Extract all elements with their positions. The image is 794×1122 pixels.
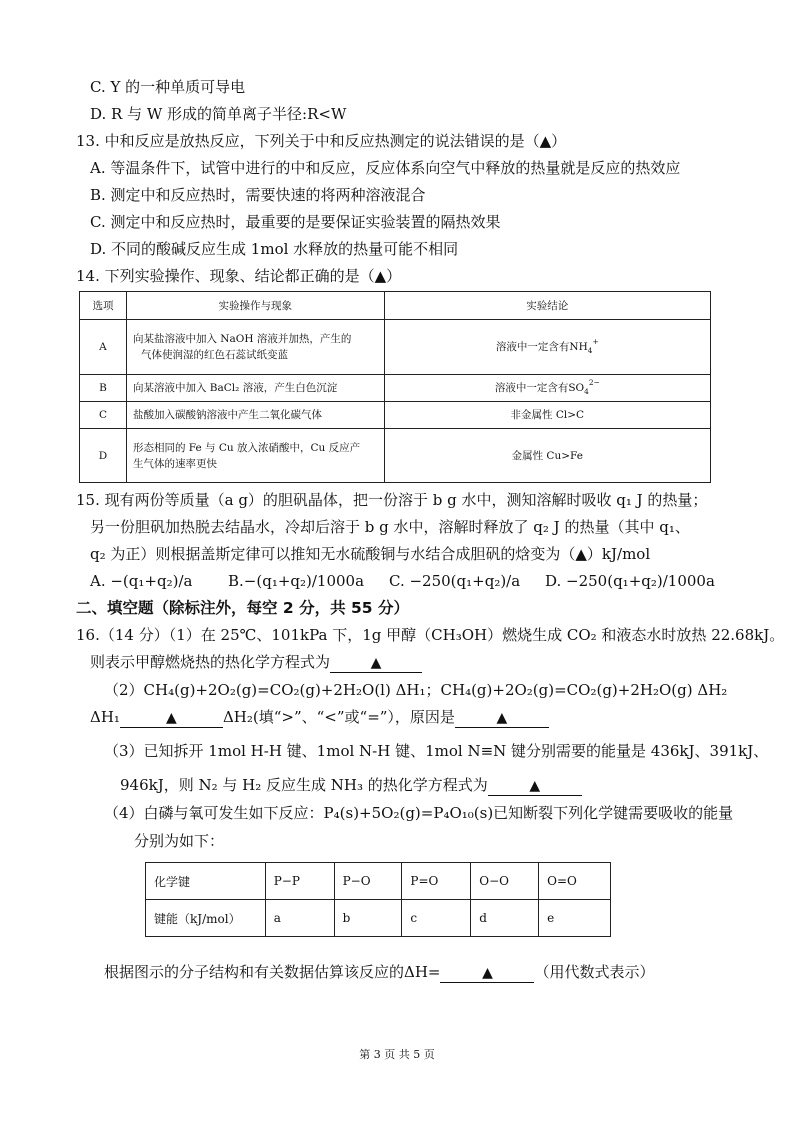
q16-part4-line-1: （4）白磷与氧可发生如下反应：P₄(s)+5O₂(g)=P₄O₁₀(s)已知断裂下列化学键需要吸收的能量 xyxy=(104,804,734,822)
q14-row-conclusion xyxy=(384,375,710,402)
delta-h1: ΔH₁ xyxy=(90,708,120,726)
q14-row-operation-line: 气体使润湿的红色石蕊试纸变蓝 xyxy=(140,349,288,361)
q14-row-operation xyxy=(126,429,384,483)
bond-value-cell: d xyxy=(471,900,539,937)
q13-option-d: D. 不同的酸碱反应生成 1mol 水释放的热量可能不相同 xyxy=(90,240,459,258)
q14-row-operation-line: 形态相同的 Fe 与 Cu 放入浓硝酸中，Cu 反应产 xyxy=(132,441,361,454)
q16-part3-line-1: （3）已知拆开 1mol H-H 键、1mol N-H 键、1mol N≡N 键分别需要的能量是 436kJ、391kJ、 xyxy=(104,742,769,760)
answer-blank[interactable]: ▲ xyxy=(455,709,549,728)
ion-subscript: 4 xyxy=(584,387,589,396)
q15-line-2: 另一份胆矾加热脱去结晶水，冷却后溶于 b g 水中，溶解时释放了 q₂ J 的热量（其中 q₁、 xyxy=(90,518,690,536)
q16-part4-line-2: 分别为如下： xyxy=(134,832,225,850)
ion-formula xyxy=(568,378,600,396)
bond-header-cell: 化学键 xyxy=(146,863,266,900)
table-row xyxy=(146,900,611,937)
ion-symbol: NH xyxy=(569,341,588,353)
q14-header-option: 选项 xyxy=(80,292,127,320)
table-row xyxy=(80,429,711,483)
bond-value-cell: c xyxy=(402,900,471,937)
q15-line-1: 15. 现有两份等质量（a g）的胆矾晶体，把一份溶于 b g 水中，测知溶解时吸收 q₁ J 的热量； xyxy=(76,491,708,509)
answer-blank[interactable]: ▲ xyxy=(330,654,422,673)
q13-option-b: B. 测定中和反应热时，需要快速的将两种溶液混合 xyxy=(90,186,426,204)
q16-part1-line-1: 16.（14 分）（1）在 25℃、101kPa 下，1g 甲醇（CH₃OH）燃烧生成 CO₂ 和液态水时放热 22.68kJ。 xyxy=(76,626,785,644)
bond-value-cell: 键能（kJ/mol） xyxy=(146,900,266,937)
q16-part3-text: 946kJ，则 N₂ 与 H₂ 反应生成 NH₃ 的热化学方程式为 xyxy=(120,776,488,794)
q14-row-option: B xyxy=(80,375,127,402)
ion-symbol: SO xyxy=(568,382,585,394)
q16-part2-text: ΔH₂(填“>”、“<”或“=”），原因是 xyxy=(222,708,455,726)
table-row xyxy=(80,375,711,402)
bond-header-cell: O=O xyxy=(539,863,611,900)
section-2-title: 二、填空题（除标注外，每空 2 分，共 55 分） xyxy=(76,599,409,617)
bond-value-cell: a xyxy=(265,900,334,937)
q14-row-operation-line: 生气体的速率更快 xyxy=(132,457,217,470)
q15-line-3: q₂ 为正）则根据盖斯定律可以推知无水硫酸铜与水结合成胆矾的焓变为（▲）kJ/mol xyxy=(90,545,651,563)
q14-row-conclusion: 金属性 Cu>Fe xyxy=(384,429,710,483)
ion-charge: 2− xyxy=(588,378,600,387)
table-row xyxy=(80,320,711,375)
q13-option-a: A. 等温条件下，试管中进行的中和反应，反应体系向空气中释放的热量就是反应的热效应 xyxy=(90,159,681,177)
q15-option-d: D. −250(q₁+q₂)/1000a xyxy=(545,572,715,590)
q14-row-operation: 盐酸加入碳酸钠溶液中产生二氧化碳气体 xyxy=(126,402,384,429)
q14-table-header xyxy=(80,292,711,320)
q16-part4-line-3 xyxy=(104,962,655,983)
q16-part2-line-1: （2）CH₄(g)+2O₂(g)=CO₂(g)+2H₂O(l) ΔH₁；CH₄(g)+2O₂(g)=CO₂(g)+2H₂O(g) ΔH₂ xyxy=(104,681,728,699)
q16-part4-text: 根据图示的分子结构和有关数据估算该反应的ΔH= xyxy=(104,963,441,981)
q15-option-b: B.−(q₁+q₂)/1000a xyxy=(228,572,365,590)
q16-part4-suffix: （用代数式表示） xyxy=(534,963,655,981)
bond-header-cell: P−O xyxy=(334,863,402,900)
q16-part1-line-2 xyxy=(90,652,422,673)
q14-table xyxy=(79,291,711,483)
ion-formula xyxy=(569,337,599,355)
q15-option-a: A. −(q₁+q₂)/a xyxy=(90,572,193,590)
q16-part3-line-2 xyxy=(120,775,582,796)
q12-option-c: C. Y 的一种单质可导电 xyxy=(90,78,246,96)
answer-blank[interactable]: ▲ xyxy=(120,709,223,728)
q14-row-conclusion: 非金属性 Cl>C xyxy=(384,402,710,429)
bond-value-cell: e xyxy=(539,900,611,937)
q14-header-conclusion: 实验结论 xyxy=(384,292,710,320)
bond-header-cell: P−P xyxy=(265,863,334,900)
answer-blank[interactable]: ▲ xyxy=(440,964,534,983)
page-footer: 第 3 页 共 5 页 xyxy=(359,1048,435,1061)
answer-blank[interactable]: ▲ xyxy=(488,777,582,796)
q14-row-operation-line: 向某盐溶液中加入 NaOH 溶液并加热，产生的 xyxy=(132,333,352,345)
q16-part2-line-2 xyxy=(90,707,549,728)
q14-stem: 14. 下列实验操作、现象、结论都正确的是（▲） xyxy=(76,267,402,285)
table-row xyxy=(146,863,611,900)
q14-row-operation: 向某溶液中加入 BaCl₂ 溶液，产生白色沉淀 xyxy=(126,375,384,402)
q14-row-conclusion xyxy=(384,320,710,375)
ion-charge: + xyxy=(592,337,599,346)
bond-header-cell: O−O xyxy=(471,863,539,900)
q14-conclusion-text: 溶液中一定含有 xyxy=(495,341,570,353)
q13-stem: 13. 中和反应是放热反应，下列关于中和反应热测定的说法错误的是（▲） xyxy=(76,132,567,150)
bond-header-cell: P=O xyxy=(402,863,471,900)
q14-conclusion-text: 溶液中一定含有 xyxy=(494,382,569,394)
q14-row-option: A xyxy=(80,320,127,375)
q16-part1-text: 则表示甲醇燃烧热的热化学方程式为 xyxy=(90,653,331,671)
table-row xyxy=(80,402,711,429)
q12-option-d: D. R 与 W 形成的简单离子半径:R<W xyxy=(90,105,347,123)
bond-energy-table xyxy=(145,862,611,937)
q14-row-option: C xyxy=(80,402,127,429)
q14-row-operation xyxy=(126,320,384,375)
q14-row-option: D xyxy=(80,429,127,483)
bond-value-cell: b xyxy=(334,900,402,937)
q14-header-operation: 实验操作与现象 xyxy=(126,292,384,320)
ion-subscript: 4 xyxy=(587,346,593,355)
q13-option-c: C. 测定中和反应热时，最重要的是要保证实验装置的隔热效果 xyxy=(90,213,501,231)
q15-option-c: C. −250(q₁+q₂)/a xyxy=(389,572,521,590)
